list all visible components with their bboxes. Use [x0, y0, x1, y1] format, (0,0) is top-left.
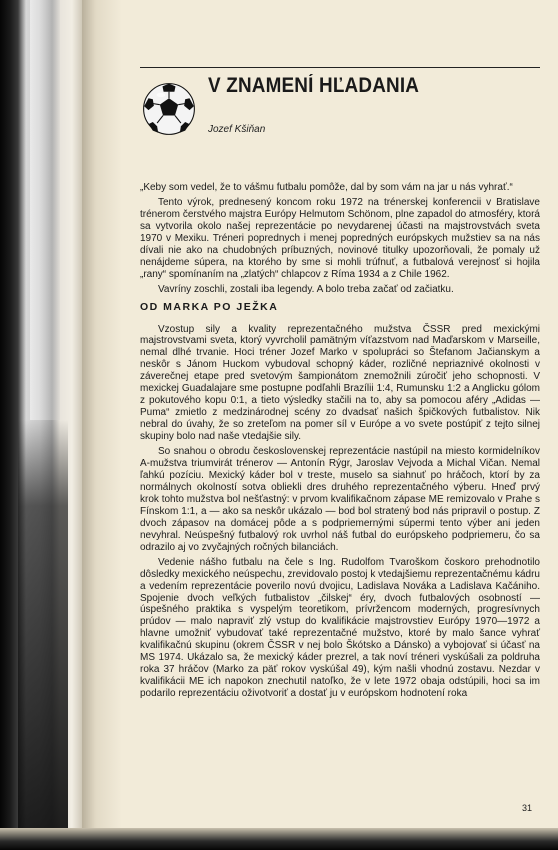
photo-shadow: [18, 420, 68, 850]
intro-paragraph: Vavríny zoschli, zostali iba legendy. A bolo treba začať od začiatku.: [158, 283, 454, 295]
intro-paragraph: Tento výrok, prednesený koncom roku 1972 na trénerskej konferencii v Bratislave trénerom čerstvého majstra Európy Helmutom Schönom, plne zapadol do atmosféry, ktorá sa vytvorila okolo našej reprezentácie po nevydarenej účasti na majstrovstvách sveta 1970 v Mexiku. Tréneri poprednych i menej popredných európskych mužstiev sa na nás dívali nie ako na chudobných príbuzných, novinové titulky upozorňovali, že pomaly už nenájdeme súpera, na ktorého by sme si mohli trúfnuť, a futbalová verejnosť si hojila „rany“ spomínaním na „zlatých“ chlapcov z Ríma 1934 a z Chile 1962.: [140, 196, 540, 280]
book-gutter: [82, 0, 122, 850]
book-page: [122, 0, 558, 828]
photo-highlight: [30, 0, 60, 420]
side-photo: [0, 0, 82, 850]
article-body: [140, 182, 540, 703]
article-title: V ZNAMENÍ HĽADANIA: [208, 74, 420, 97]
page-bottom-edge: [0, 828, 558, 850]
article-author: Jozef Kšiňan: [208, 124, 266, 135]
section-paragraph: Vedenie nášho futbalu na čele s Ing. Rudolfom Tvaroškom čoskoro prehodnotilo dôsledky mexického neúspechu, zrevidovalo postoj k vtedajšiemu reprezentačnému kádru a vedením reprezentácie poverilo novú dvojicu, Ladislava Nováka a Ladislava Kačániho. Spojenie dvoch veľkých futbalistov „čilskej“ éry, dvoch futbalových osobností — úspešného praktika s vyspelým teoretikom, prívržencom moderných, progresívnych prúdov — malo napraviť zlý vstup do kvalifikácie majstrovstiev Európy 1970—1972 a hlavne umožniť vybudovať také reprezentačné mužstvo, ktoré by malo šance vyhrať kvalifikačnú skupinu (okrem ČSSR v nej bolo Škótsko a Dánsko) a vybojovať si účasť na MS 1974. Ukázalo sa, že mexický káder prezrel, a tak noví tréneri vyskúšali za poldruha roka 37 hráčov (Marko za päť rokov vyskúšal 49), kým našli vhodnú zostavu. Nezdar v kvalifikácii ME ich napokon znechutil natoľko, že v lete 1972 obaja odstúpili, hoci sa im podarilo reprezentáciu oživotvoriť a dostať ju v európskom hodnotení roka: [140, 556, 540, 700]
section-heading: OD MARKA PO JEŽKA: [140, 300, 279, 313]
soccer-ball-icon: [142, 82, 196, 136]
page-number: 31: [521, 803, 532, 813]
header-rule: [140, 67, 540, 68]
section-paragraph: So snahou o obrodu československej reprezentácie nastúpil na miesto kormidelníkov A-mužstva triumvirát trénerov — Antonín Rýgr, Jaroslav Vejvoda a Michal Vičan. Nemal ľahkú pozíciu. Mexický káder bol v treste, muselo sa siahnuť po hráčoch, ktorí by za normálnych okolností sotva obliekli dres druhého reprezentačného výberu. Hneď prvý krok tohto mužstva bol nešťastný: v prvom kvalifikačnom zápase ME remizovalo v Prahe s Fínskom 1:1, a — ako sa neskôr ukázalo — bod bol stratený bod nás pripravil o postup. Z dvoch zápasov na domácej pôde a s podpriemernými súpermi tento výber ani jeden nevyhral. Neúspešný futbalový rok uvrhol náš futbal do európskeho podpriemeru, čo sa odrazilo aj vo zvyčajných ročných bilanciách.: [140, 446, 540, 553]
section-paragraph: Vzostup sily a kvality reprezentačného mužstva ČSSR pred mexickými majstrovstvami sveta, ktorý vyvrcholil pamätným víťazstvom nad Maďarskom v Marseille, nemal dlhé trvanie. Hoci tréner Jozef Marko v spolupráci so Štefanom Jačianskym a neskôr s Jánom Huckom vybudoval schopný káder, rozličné nepriaznivé okolnosti v záverečnej etape pred svetovým šampionátom znemožnili zúročiť jeho schopnosti. V mexickej Guadalajare sme postupne podľahli Brazílii 1:4, Rumunsku 1:2 a Anglicku gólom z pokutového kopu 0:1, a tieto výsledky stačili na to, aby sa pomocou aféry „Adidas — Puma“ zmietlo z medzinárodnej scény zo dvadsať našich špičkových futbalistov. Nik nebral do úvahy, že so zreteľom na pomer síl v Európe a vo svete postúpiť z tejto silnej skupiny bolo nad naše vtedajšie sily.: [140, 323, 540, 443]
intro-paragraph: „Keby som vedel, že to vášmu futbalu pomôže, dal by som vám na jar u nás vyhrať.“: [140, 182, 513, 193]
